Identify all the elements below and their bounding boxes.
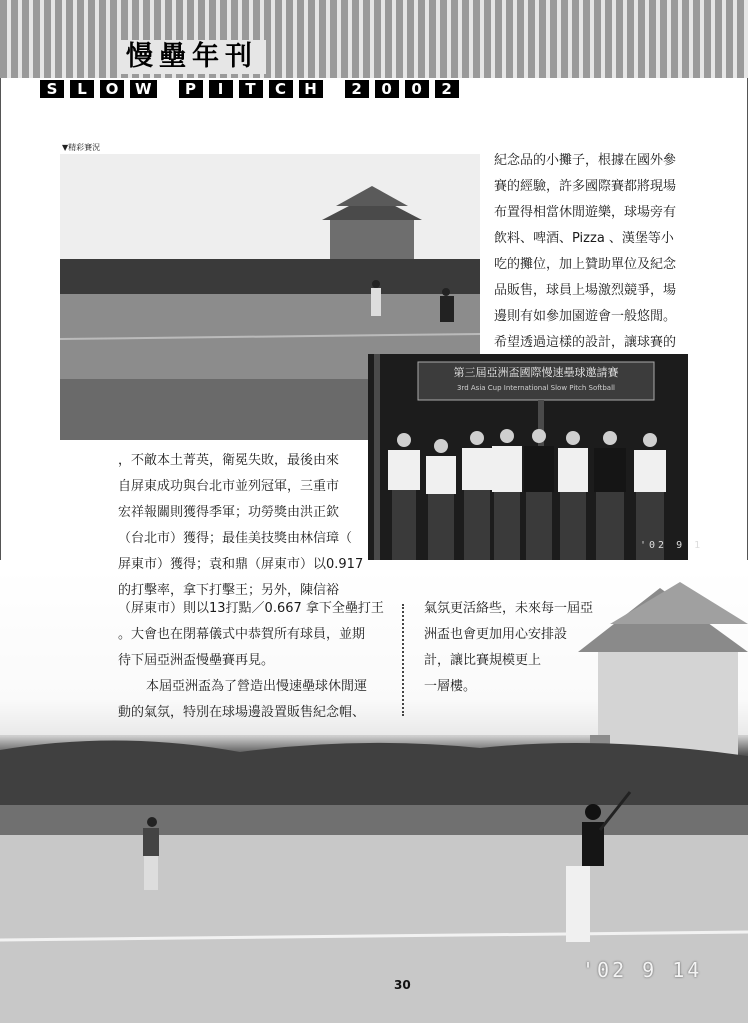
- subtitle-letter: O: [100, 80, 124, 98]
- subtitle-letter: T: [239, 80, 263, 98]
- subtitle-letter: L: [70, 80, 94, 98]
- banner-line-1: 第三屆亞洲盃國際慢速壘球邀請賽: [453, 366, 619, 379]
- photo2-date-stamp: '02 9 1: [640, 540, 704, 551]
- text-line: 。大會也在閉幕儀式中恭賀所有球員，並期: [118, 627, 366, 642]
- subtitle-letter: 0: [405, 80, 429, 98]
- subtitle-letter: 0: [375, 80, 399, 98]
- text-line: 計，讓比賽規模更上: [424, 653, 542, 668]
- text-line: 紀念品的小攤子，根據在國外參: [494, 153, 677, 168]
- text-line: 屏東市）獲得；袁和鼎（屏東市）以0.917: [118, 557, 364, 572]
- subtitle-spacer: [163, 80, 173, 98]
- header-stripes: [0, 0, 748, 78]
- text-line: 品販售，球員上場激烈競爭，場: [494, 283, 677, 298]
- subtitle-letter: S: [40, 80, 64, 98]
- text-line: 一層樓。: [424, 679, 477, 694]
- subtitle-letter: C: [269, 80, 293, 98]
- text-line: 的打擊率，拿下打擊王；另外，陳信裕: [118, 583, 340, 598]
- text-line: ，不敵本土菁英，衛冕失敗，最後由來: [118, 453, 340, 468]
- subtitle-letter: H: [299, 80, 323, 98]
- text-line: 邊則有如參加園遊會一般悠閒。: [494, 309, 677, 324]
- subtitle-letter: P: [179, 80, 203, 98]
- column-divider: [402, 604, 404, 716]
- magazine-title: 慢壘年刊: [118, 40, 266, 74]
- subtitle-letter: 2: [435, 80, 459, 98]
- text-line: 賽的經驗，許多國際賽都將現場: [494, 179, 677, 194]
- text-line: （屏東市）則以13打點／0.667 拿下全壘打王: [118, 601, 384, 616]
- subtitle-letter: W: [130, 80, 157, 98]
- text-line: （台北市）獲得；最佳美技獎由林信璋（: [118, 531, 353, 546]
- subtitle-bar: [40, 80, 459, 98]
- text-line: 吃的攤位，加上贊助單位及紀念: [494, 257, 677, 272]
- text-line: 布置得相當休閒遊樂，球場旁有: [494, 205, 677, 220]
- photo3-date-stamp: '02 9 14: [582, 958, 703, 982]
- text-line: 動的氣氛，特別在球場邊設置販售紀念帽、: [118, 705, 366, 720]
- text-line: 自屏東成功與台北市並列冠軍，三重市: [118, 479, 340, 494]
- text-line: 希望透過這樣的設計，讓球賽的: [494, 335, 677, 350]
- text-line: 洲盃也會更加用心安排設: [424, 627, 568, 642]
- page-number: 30: [394, 978, 411, 992]
- text-line: 待下屆亞洲盃慢壘賽再見。: [118, 653, 275, 668]
- text-line: 氣氛更活絡些，未來每一屆亞: [424, 601, 594, 616]
- text-line: 飲料、啤酒、Pizza 、漢堡等小: [494, 231, 674, 246]
- banner-line-2: 3rd Asia Cup International Slow Pitch Softball: [457, 384, 615, 392]
- text-line: 宏祥報關則獲得季軍；功勞獎由洪正欽: [118, 505, 340, 520]
- subtitle-spacer: [329, 80, 339, 98]
- subtitle-letter: I: [209, 80, 233, 98]
- subtitle-letter: 2: [345, 80, 369, 98]
- article-column-top-right: [494, 148, 694, 356]
- article-column-lower-right: [424, 596, 614, 700]
- article-column-middle-left: [118, 448, 366, 604]
- photo1-caption: ▼精彩賽況: [62, 143, 101, 152]
- text-line: 本屆亞洲盃為了營造出慢速壘球休閒運: [146, 679, 368, 694]
- article-column-lower-left: [118, 596, 394, 726]
